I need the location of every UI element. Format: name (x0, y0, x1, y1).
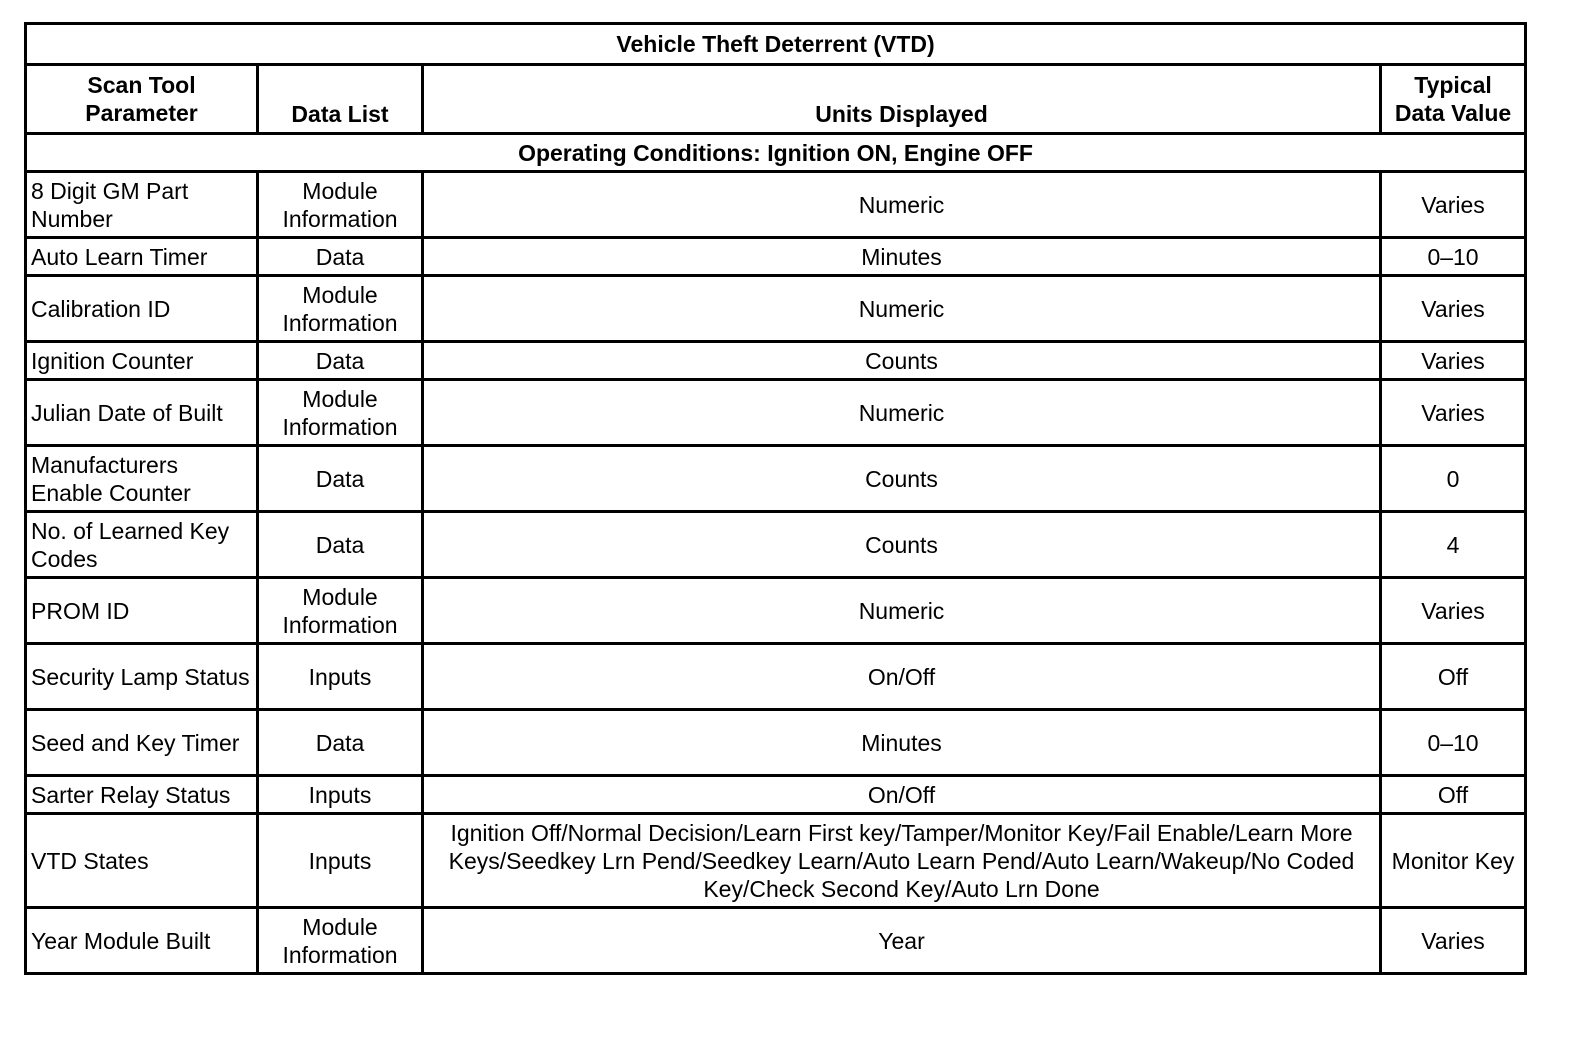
cell-units: Numeric (423, 578, 1381, 644)
cell-units: On/Off (423, 776, 1381, 814)
cell-data-list: Data (258, 710, 423, 776)
table-row (26, 776, 1526, 814)
cell-data-list: Inputs (258, 776, 423, 814)
cell-units: Counts (423, 446, 1381, 512)
operating-conditions-row (26, 134, 1526, 172)
table-row (26, 814, 1526, 908)
cell-parameter: Year Module Built (26, 908, 258, 974)
cell-parameter: Sarter Relay Status (26, 776, 258, 814)
cell-parameter: No. of Learned Key Codes (26, 512, 258, 578)
table-title-row (26, 24, 1526, 65)
cell-data-list: Data (258, 446, 423, 512)
cell-parameter: Ignition Counter (26, 342, 258, 380)
cell-data-list: Data (258, 342, 423, 380)
cell-typical-value: Monitor Key (1381, 814, 1526, 908)
header-units-displayed: Units Displayed (423, 65, 1381, 134)
cell-data-list: Module Information (258, 908, 423, 974)
cell-typical-value: 4 (1381, 512, 1526, 578)
cell-typical-value: 0–10 (1381, 238, 1526, 276)
table-row (26, 380, 1526, 446)
header-typical-data-value: Typical Data Value (1381, 65, 1526, 134)
cell-parameter: Security Lamp Status (26, 644, 258, 710)
cell-parameter: Seed and Key Timer (26, 710, 258, 776)
table-row (26, 172, 1526, 238)
cell-typical-value: 0 (1381, 446, 1526, 512)
cell-units: Counts (423, 342, 1381, 380)
cell-data-list: Inputs (258, 814, 423, 908)
table-header-row (26, 65, 1526, 134)
cell-units: Numeric (423, 276, 1381, 342)
cell-data-list: Data (258, 512, 423, 578)
header-scan-tool-parameter: Scan Tool Parameter (26, 65, 258, 134)
table-row (26, 908, 1526, 974)
cell-typical-value: 0–10 (1381, 710, 1526, 776)
cell-units: Counts (423, 512, 1381, 578)
cell-parameter: VTD States (26, 814, 258, 908)
cell-parameter: Auto Learn Timer (26, 238, 258, 276)
table-row (26, 512, 1526, 578)
cell-parameter: Julian Date of Built (26, 380, 258, 446)
cell-data-list: Module Information (258, 276, 423, 342)
cell-data-list: Module Information (258, 172, 423, 238)
cell-data-list: Data (258, 238, 423, 276)
cell-data-list: Module Information (258, 578, 423, 644)
table-row (26, 342, 1526, 380)
vtd-table-container (24, 22, 1524, 975)
cell-units: Ignition Off/Normal Decision/Learn First key/Tamper/Monitor Key/Fail Enable/Learn More Keys/Seedkey Lrn Pend/Seedkey Learn/Auto Learn Pend/Auto Learn/Wakeup/No Coded Key/Check Second Key/Auto Lrn Done (423, 814, 1381, 908)
header-data-list: Data List (258, 65, 423, 134)
cell-units: On/Off (423, 644, 1381, 710)
table-row (26, 644, 1526, 710)
table-row (26, 446, 1526, 512)
table-row (26, 238, 1526, 276)
cell-typical-value: Varies (1381, 172, 1526, 238)
cell-units: Numeric (423, 380, 1381, 446)
table-row (26, 578, 1526, 644)
cell-units: Year (423, 908, 1381, 974)
cell-typical-value: Off (1381, 776, 1526, 814)
cell-typical-value: Varies (1381, 908, 1526, 974)
cell-units: Numeric (423, 172, 1381, 238)
table-row (26, 276, 1526, 342)
cell-units: Minutes (423, 238, 1381, 276)
vtd-data-table (24, 22, 1527, 975)
cell-data-list: Inputs (258, 644, 423, 710)
cell-parameter: 8 Digit GM Part Number (26, 172, 258, 238)
cell-typical-value: Varies (1381, 276, 1526, 342)
cell-parameter: Manufacturers Enable Counter (26, 446, 258, 512)
table-row (26, 710, 1526, 776)
cell-data-list: Module Information (258, 380, 423, 446)
cell-typical-value: Varies (1381, 342, 1526, 380)
cell-typical-value: Varies (1381, 380, 1526, 446)
cell-units: Minutes (423, 710, 1381, 776)
cell-parameter: Calibration ID (26, 276, 258, 342)
cell-parameter: PROM ID (26, 578, 258, 644)
cell-typical-value: Varies (1381, 578, 1526, 644)
cell-typical-value: Off (1381, 644, 1526, 710)
table-title: Vehicle Theft Deterrent (VTD) (26, 24, 1526, 65)
operating-conditions: Operating Conditions: Ignition ON, Engine OFF (26, 134, 1526, 172)
